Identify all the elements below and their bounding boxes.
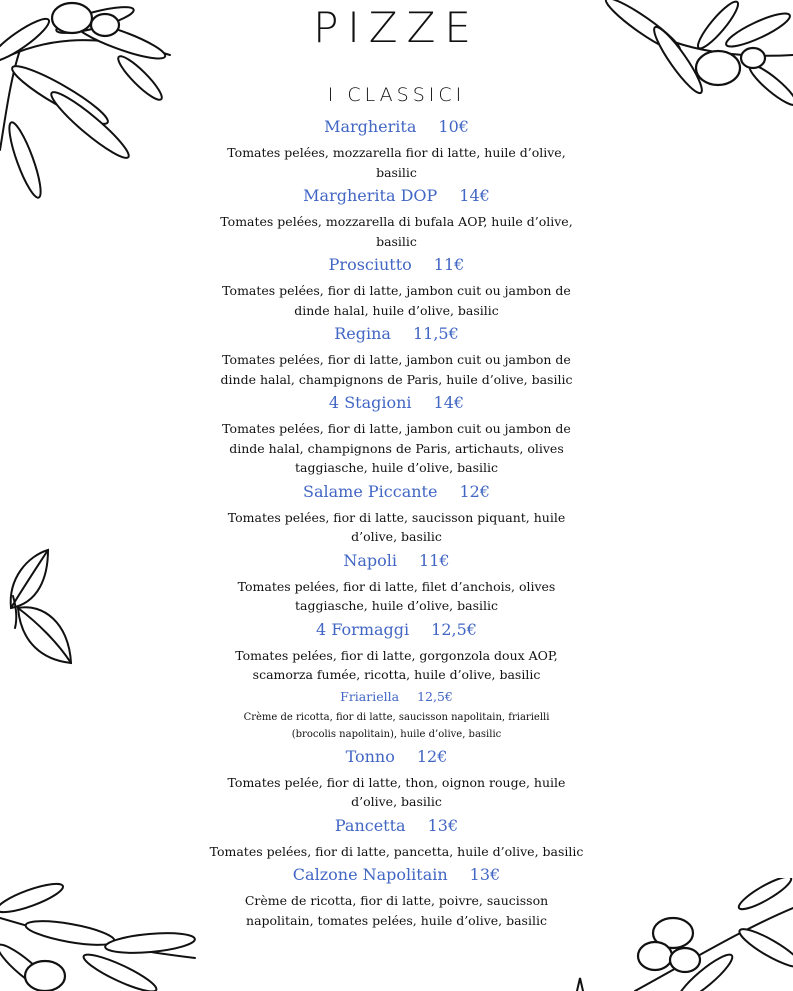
pizza-name: Margherita DOP — [303, 186, 438, 205]
pizza-name: Prosciutto — [328, 255, 412, 274]
pizza-name: Regina — [334, 324, 391, 343]
pizza-item-margherita — [0, 115, 793, 182]
pizza-price: 12€ — [416, 746, 448, 766]
pizza-name: Salame Piccante — [303, 481, 438, 501]
pizza-name: Margherita — [324, 117, 417, 136]
pizza-name: Tonno — [345, 746, 395, 766]
pizza-description: Crème de ricotta, fior di latte, saucisson napolitain, friarielli (brocolis napolitain), huile d’olive, basilic — [243, 711, 550, 740]
pizza-name: 4 Stagioni — [328, 393, 412, 412]
pizza-description: Tomates pelées, fior di latte, gorgonzola doux AOP, scamorza fumée, ricotta, huile d’olive, basilic — [235, 647, 558, 682]
pizza-name: Calzone Napolitain — [292, 865, 448, 884]
pizza-description: Tomates pelée, fior di latte, thon, oignon rouge, huile d’olive, basilic — [227, 774, 566, 809]
pizza-description: Tomates pelées, fior di latte, jambon cuit ou jambon de dinde halal, champignons de Paris, artichauts, olives taggiasche, huile d’olive, basilic — [222, 421, 571, 475]
pizza-description: Tomates pelées, mozzarella di bufala AOP, huile d’olive, basilic — [220, 214, 573, 249]
pizza-price: 14€ — [459, 186, 490, 205]
pizza-item-pancetta — [0, 814, 793, 862]
pizza-price: 10€ — [438, 117, 469, 136]
pizza-price: 12€ — [459, 481, 490, 501]
pizza-price: 11€ — [433, 255, 465, 274]
pizza-price: 12,5€ — [417, 688, 453, 704]
pizza-item-friariella — [0, 687, 793, 743]
pizza-description: Tomates pelées, fior di latte, jambon cuit ou jambon de dinde halal, huile d’olive, basilic — [222, 283, 571, 318]
pizza-item-calzone-napolitain — [0, 863, 793, 930]
pizza-item-4-stagioni — [0, 391, 793, 478]
pizza-price: 14€ — [433, 393, 465, 412]
pizza-description: Tomates pelées, fior di latte, filet d’anchois, olives taggiasche, huile d’olive, basilic — [237, 578, 556, 613]
section-title: I CLASSICI — [327, 84, 466, 106]
pizza-price: 11,5€ — [412, 324, 459, 343]
pizza-description: Tomates pelées, mozzarella fior di latte, huile d’olive, basilic — [227, 145, 566, 180]
pizza-description: Tomates pelées, fior di latte, saucisson piquant, huile d’olive, basilic — [227, 509, 566, 544]
pizza-description: Tomates pelées, fior di latte, jambon cuit ou jambon de dinde halal, champignons de Paris, huile d’olive, basilic — [220, 352, 573, 387]
pizza-item-margherita-dop — [0, 184, 793, 251]
pizza-description: Crème de ricotta, fior di latte, poivre, saucisson napolitain, tomates pelées, huile d’olive, basilic — [244, 893, 549, 928]
pizza-item-napoli — [0, 549, 793, 616]
pizza-item-salame-piccante — [0, 480, 793, 547]
pizza-item-prosciutto — [0, 253, 793, 320]
pizza-menu-list — [0, 114, 793, 932]
page-title: PIZZE — [313, 3, 480, 52]
pizza-price: 12,5€ — [431, 619, 477, 639]
pizza-price: 13€ — [469, 865, 501, 884]
pizza-name: 4 Formaggi — [316, 619, 410, 639]
pizza-price: 13€ — [427, 815, 459, 835]
pizza-item-tonno — [0, 745, 793, 812]
pizza-price: 11€ — [419, 550, 450, 570]
pizza-description: Tomates pelées, fior di latte, pancetta, huile d’olive, basilic — [209, 843, 584, 859]
pizza-item-4-formaggi — [0, 618, 793, 685]
pizza-name: Napoli — [343, 550, 398, 570]
pizza-name: Pancetta — [334, 815, 406, 835]
pizza-name: Friariella — [340, 688, 400, 704]
pizza-item-regina — [0, 322, 793, 389]
